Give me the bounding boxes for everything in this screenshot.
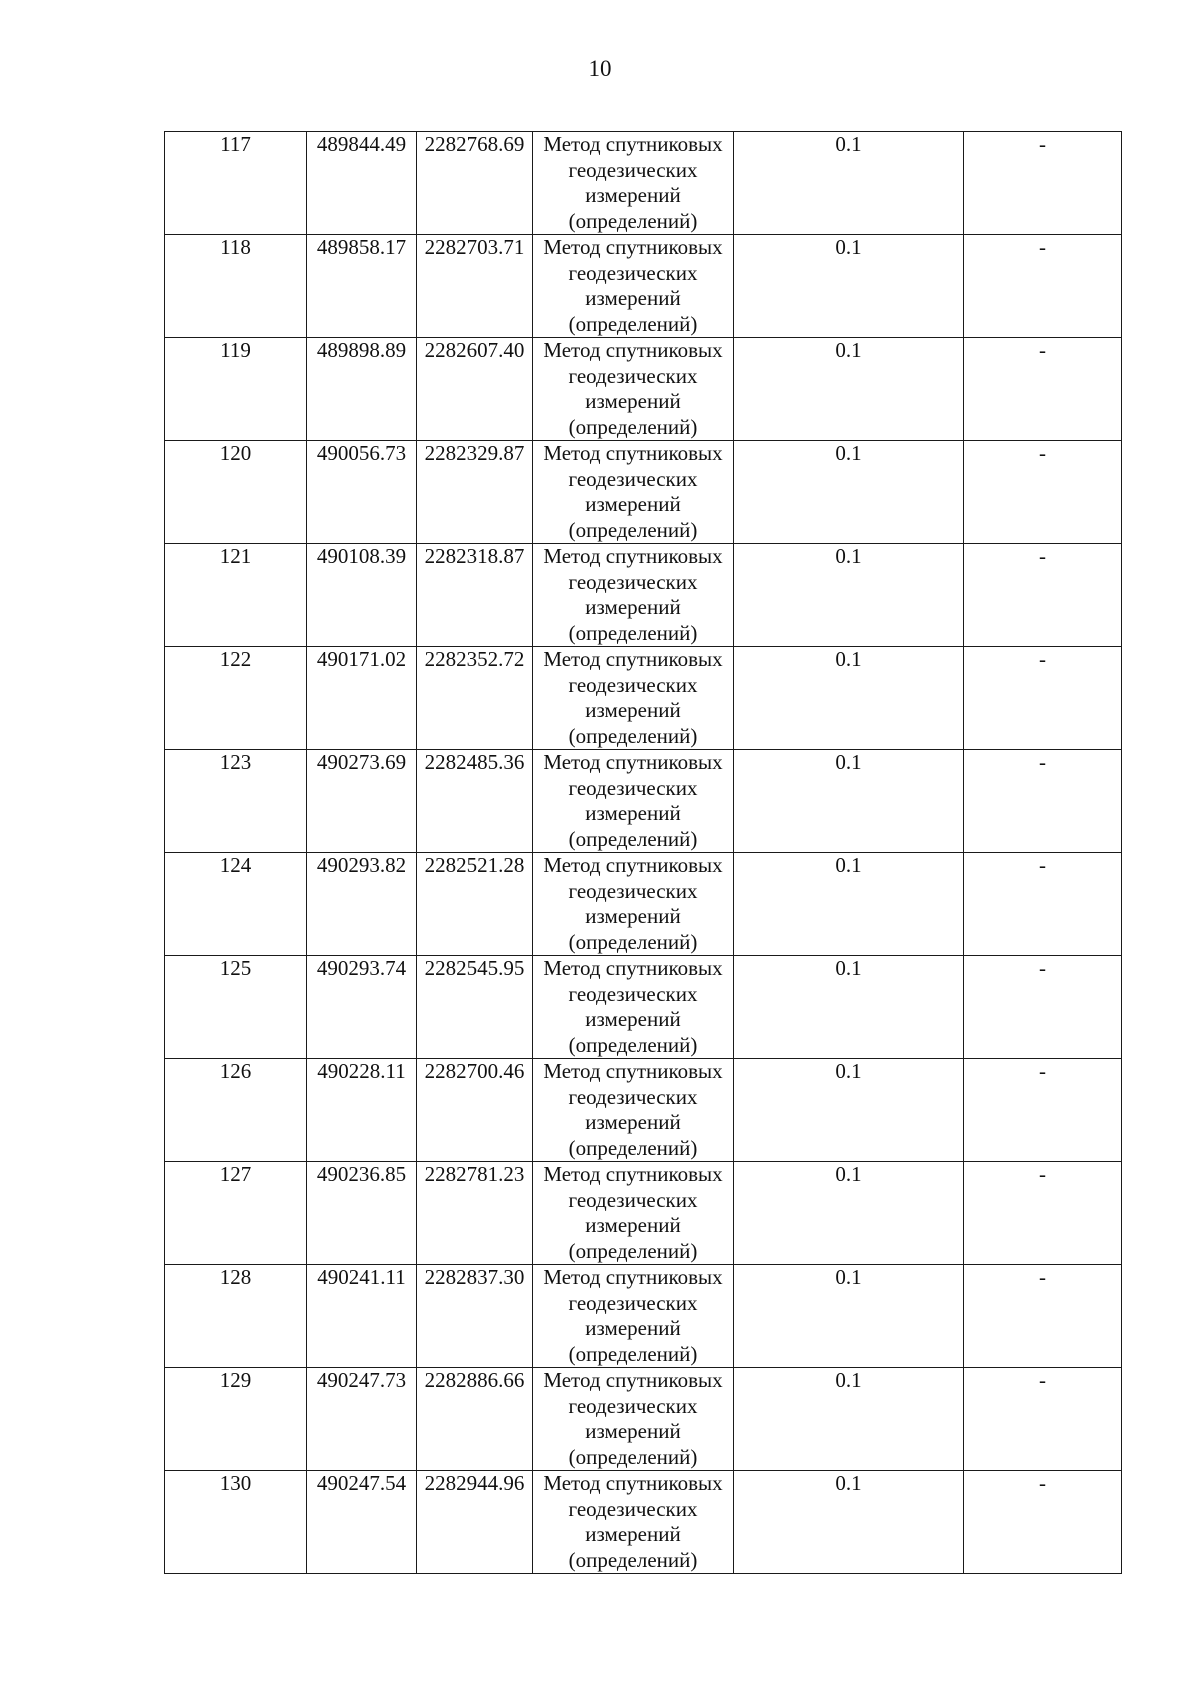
point-number-cell: 126: [165, 1059, 307, 1162]
table-row: [165, 132, 1122, 235]
table-row: [165, 647, 1122, 750]
x-coordinate-cell: 490171.02: [307, 647, 417, 750]
x-coordinate-cell: 490293.74: [307, 956, 417, 1059]
x-coordinate-cell: 490247.73: [307, 1368, 417, 1471]
table-row: [165, 956, 1122, 1059]
accuracy-cell: 0.1: [734, 1368, 964, 1471]
method-text-line: (определений): [568, 1547, 698, 1572]
method-text-line: (определений): [568, 1135, 698, 1160]
accuracy-cell: 0.1: [734, 338, 964, 441]
point-number-cell: 130: [165, 1471, 307, 1574]
method-text-line: (определений): [568, 208, 698, 233]
description-cell: -: [964, 132, 1122, 235]
accuracy-cell: 0.1: [734, 235, 964, 338]
method-cell: [533, 647, 734, 750]
method-text-line: Метод спутниковых: [543, 1162, 723, 1186]
point-number-cell: 128: [165, 1265, 307, 1368]
method-text-line: геодезических: [568, 1084, 698, 1109]
accuracy-cell: 0.1: [734, 441, 964, 544]
table-row: [165, 853, 1122, 956]
method-cell: [533, 544, 734, 647]
method-text-line: Метод спутниковых: [543, 338, 723, 362]
method-text-line: Метод спутниковых: [543, 132, 723, 156]
method-text-line: геодезических: [568, 1496, 698, 1521]
method-text-line: геодезических: [568, 260, 698, 285]
x-coordinate-cell: 489844.49: [307, 132, 417, 235]
table-row: [165, 544, 1122, 647]
description-cell: -: [964, 235, 1122, 338]
description-cell: -: [964, 853, 1122, 956]
method-text-line: Метод спутниковых: [543, 544, 723, 568]
method-text-line: измерений: [585, 1213, 681, 1237]
method-text-line: (определений): [568, 1341, 698, 1366]
method-cell: [533, 235, 734, 338]
method-text-line: геодезических: [568, 466, 698, 491]
y-coordinate-cell: 2282837.30: [417, 1265, 533, 1368]
description-cell: -: [964, 338, 1122, 441]
description-cell: -: [964, 544, 1122, 647]
y-coordinate-cell: 2282521.28: [417, 853, 533, 956]
point-number-cell: 120: [165, 441, 307, 544]
method-text-line: Метод спутниковых: [543, 647, 723, 671]
method-text-line: геодезических: [568, 1290, 698, 1315]
table-body: [165, 132, 1122, 1574]
point-number-cell: 129: [165, 1368, 307, 1471]
description-cell: -: [964, 1265, 1122, 1368]
description-cell: -: [964, 1162, 1122, 1265]
y-coordinate-cell: 2282485.36: [417, 750, 533, 853]
method-text-line: (определений): [568, 414, 698, 439]
point-number-cell: 125: [165, 956, 307, 1059]
method-cell: [533, 1471, 734, 1574]
method-cell: [533, 750, 734, 853]
point-number-cell: 127: [165, 1162, 307, 1265]
description-cell: -: [964, 441, 1122, 544]
method-text-line: измерений: [585, 1316, 681, 1340]
coordinates-table: [164, 131, 1122, 1574]
table-row: [165, 1471, 1122, 1574]
accuracy-cell: 0.1: [734, 956, 964, 1059]
description-cell: -: [964, 1471, 1122, 1574]
x-coordinate-cell: 489898.89: [307, 338, 417, 441]
method-cell: [533, 441, 734, 544]
method-text-line: (определений): [568, 1238, 698, 1263]
point-number-cell: 119: [165, 338, 307, 441]
method-text-line: (определений): [568, 826, 698, 851]
y-coordinate-cell: 2282944.96: [417, 1471, 533, 1574]
x-coordinate-cell: 489858.17: [307, 235, 417, 338]
description-cell: -: [964, 1059, 1122, 1162]
method-text-line: (определений): [568, 517, 698, 542]
y-coordinate-cell: 2282700.46: [417, 1059, 533, 1162]
point-number-cell: 117: [165, 132, 307, 235]
y-coordinate-cell: 2282781.23: [417, 1162, 533, 1265]
accuracy-cell: 0.1: [734, 1265, 964, 1368]
method-cell: [533, 338, 734, 441]
method-text-line: (определений): [568, 1444, 698, 1469]
method-text-line: измерений: [585, 801, 681, 825]
method-text-line: геодезических: [568, 569, 698, 594]
method-text-line: измерений: [585, 595, 681, 619]
method-cell: [533, 1059, 734, 1162]
method-cell: [533, 1162, 734, 1265]
y-coordinate-cell: 2282352.72: [417, 647, 533, 750]
table-row: [165, 1368, 1122, 1471]
accuracy-cell: 0.1: [734, 647, 964, 750]
method-text-line: (определений): [568, 311, 698, 336]
method-text-line: измерений: [585, 389, 681, 413]
method-cell: [533, 132, 734, 235]
method-cell: [533, 1265, 734, 1368]
description-cell: -: [964, 956, 1122, 1059]
point-number-cell: 124: [165, 853, 307, 956]
x-coordinate-cell: 490108.39: [307, 544, 417, 647]
method-text-line: измерений: [585, 698, 681, 722]
method-text-line: измерений: [585, 1522, 681, 1546]
accuracy-cell: 0.1: [734, 853, 964, 956]
method-text-line: Метод спутниковых: [543, 1471, 723, 1495]
method-text-line: измерений: [585, 1110, 681, 1134]
table-row: [165, 441, 1122, 544]
x-coordinate-cell: 490273.69: [307, 750, 417, 853]
accuracy-cell: 0.1: [734, 1162, 964, 1265]
method-text-line: Метод спутниковых: [543, 1368, 723, 1392]
table-row: [165, 750, 1122, 853]
y-coordinate-cell: 2282329.87: [417, 441, 533, 544]
method-text-line: Метод спутниковых: [543, 441, 723, 465]
accuracy-cell: 0.1: [734, 1059, 964, 1162]
method-text-line: (определений): [568, 723, 698, 748]
table-row: [165, 1059, 1122, 1162]
method-text-line: измерений: [585, 904, 681, 928]
method-text-line: (определений): [568, 1032, 698, 1057]
table-row: [165, 1265, 1122, 1368]
method-text-line: Метод спутниковых: [543, 1265, 723, 1289]
point-number-cell: 122: [165, 647, 307, 750]
accuracy-cell: 0.1: [734, 132, 964, 235]
y-coordinate-cell: 2282607.40: [417, 338, 533, 441]
method-text-line: геодезических: [568, 878, 698, 903]
accuracy-cell: 0.1: [734, 544, 964, 647]
method-text-line: Метод спутниковых: [543, 956, 723, 980]
page-number: 10: [588, 56, 612, 81]
point-number-cell: 121: [165, 544, 307, 647]
x-coordinate-cell: 490236.85: [307, 1162, 417, 1265]
accuracy-cell: 0.1: [734, 1471, 964, 1574]
method-text-line: измерений: [585, 183, 681, 207]
method-text-line: геодезических: [568, 981, 698, 1006]
y-coordinate-cell: 2282703.71: [417, 235, 533, 338]
x-coordinate-cell: 490293.82: [307, 853, 417, 956]
point-number-cell: 123: [165, 750, 307, 853]
method-text-line: измерений: [585, 286, 681, 310]
method-text-line: геодезических: [568, 672, 698, 697]
method-cell: [533, 853, 734, 956]
method-text-line: измерений: [585, 1419, 681, 1443]
x-coordinate-cell: 490228.11: [307, 1059, 417, 1162]
accuracy-cell: 0.1: [734, 750, 964, 853]
x-coordinate-cell: 490056.73: [307, 441, 417, 544]
method-text-line: геодезических: [568, 157, 698, 182]
method-text-line: Метод спутниковых: [543, 235, 723, 259]
method-text-line: геодезических: [568, 1393, 698, 1418]
method-text-line: Метод спутниковых: [543, 1059, 723, 1083]
description-cell: -: [964, 1368, 1122, 1471]
y-coordinate-cell: 2282545.95: [417, 956, 533, 1059]
description-cell: -: [964, 647, 1122, 750]
table-row: [165, 235, 1122, 338]
point-number-cell: 118: [165, 235, 307, 338]
method-text-line: геодезических: [568, 775, 698, 800]
x-coordinate-cell: 490241.11: [307, 1265, 417, 1368]
y-coordinate-cell: 2282886.66: [417, 1368, 533, 1471]
method-text-line: (определений): [568, 929, 698, 954]
method-text-line: измерений: [585, 1007, 681, 1031]
method-cell: [533, 1368, 734, 1471]
method-text-line: (определений): [568, 620, 698, 645]
y-coordinate-cell: 2282318.87: [417, 544, 533, 647]
table-row: [165, 1162, 1122, 1265]
y-coordinate-cell: 2282768.69: [417, 132, 533, 235]
method-cell: [533, 956, 734, 1059]
x-coordinate-cell: 490247.54: [307, 1471, 417, 1574]
method-text-line: Метод спутниковых: [543, 853, 723, 877]
method-text-line: измерений: [585, 492, 681, 516]
method-text-line: Метод спутниковых: [543, 750, 723, 774]
description-cell: -: [964, 750, 1122, 853]
method-text-line: геодезических: [568, 363, 698, 388]
method-text-line: геодезических: [568, 1187, 698, 1212]
table-row: [165, 338, 1122, 441]
